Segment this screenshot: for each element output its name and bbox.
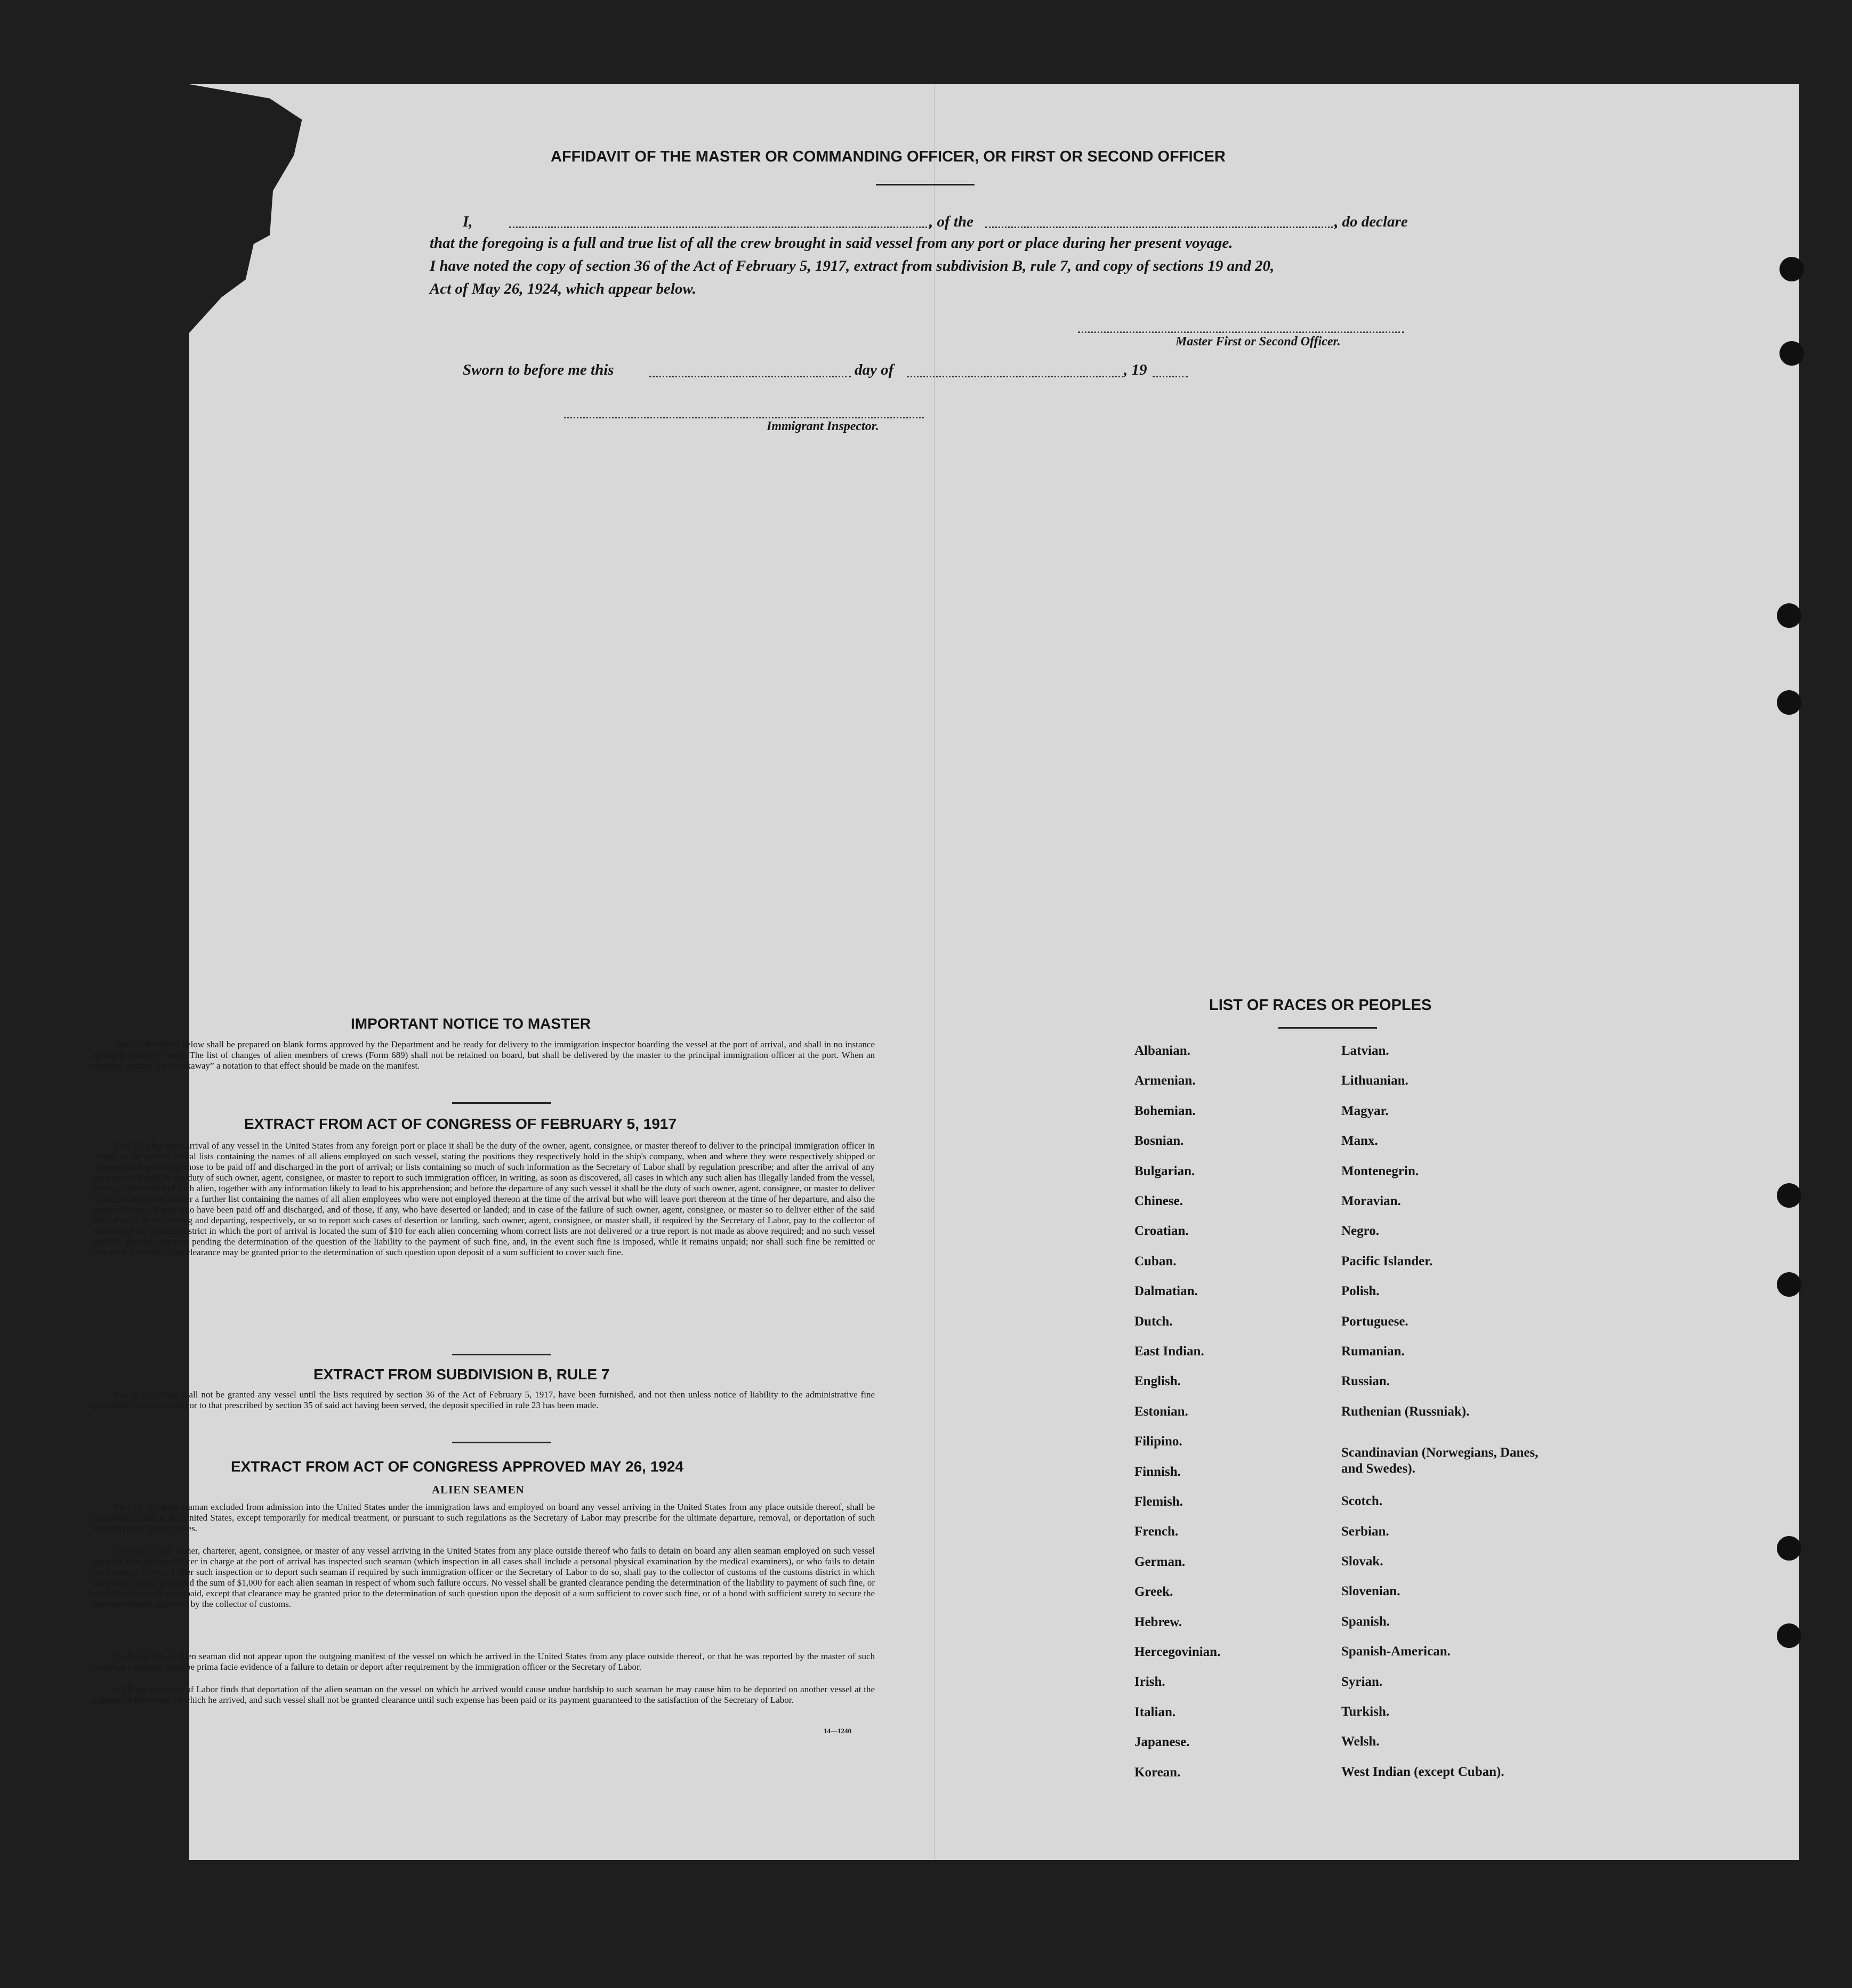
inspector-signature-field[interactable] bbox=[564, 417, 924, 418]
title-rule bbox=[876, 184, 975, 185]
section-20a-text: Sec. 20. (a) The owner, charterer, agent, consignee, or master of any vessel arriving in the United States from any place outside thereof who fails to detain on board any alien seaman employed on such vessel until the immigration officer in charge at the port of arrival has inspected such seaman (which inspection in all cases shall include a personal physical examination by the medical examiners), or who fails to detain such seaman on board after such inspection or to deport such seaman if required by such immigration officer or the Secretary of Labor to do so, shall pay to the collector of customs of the customs district in which the port of arrival is located the sum of $1,000 for each alien seaman in respect of whom such failure occurs. No vessel shall be granted clearance pending the determination of the liability to payment of such fine, or while the fine remains unpaid, except that clearance may be granted prior to the determination of such question upon the deposit of a sum sufficient to cover such fine, or of a bond with sufficient surety to secure the payment thereof approved by the collector of customs. bbox=[93, 1546, 875, 1609]
race-item: Scandinavian (Norwegians, Danes, and Swedes). bbox=[1341, 1445, 1539, 1476]
punch-hole bbox=[1777, 690, 1801, 715]
race-item: Japanese. bbox=[1134, 1735, 1190, 1750]
notice-title: IMPORTANT NOTICE TO MASTER bbox=[351, 1015, 591, 1032]
race-item: French. bbox=[1134, 1524, 1179, 1539]
notice-text: The list described below shall be prepared on blank forms approved by the Department and be ready for delivery to the immigration inspector boarding the vessel at the port of arrival, and shall in no instance be taken from the vessel. The list of changes of alien members of crews (Form 689) shall not be retained on board, but shall be delivered by the master to the principal immigration officer at the port. When an arriving seaman is a “workaway” a notation to that effect should be made on the manifest. bbox=[93, 1039, 875, 1071]
vessel-name-field[interactable] bbox=[985, 227, 1337, 228]
race-item: German. bbox=[1134, 1554, 1186, 1569]
master-signature-caption: Master First or Second Officer. bbox=[1175, 335, 1341, 349]
race-item: Cuban. bbox=[1134, 1254, 1177, 1268]
race-item: Bulgarian. bbox=[1134, 1163, 1195, 1178]
race-item: Montenegrin. bbox=[1341, 1163, 1419, 1178]
declaration-line-3: I have noted the copy of section 36 of the Act of February 5, 1917, extract from subdivision B, rule 7, and copy of sections 19 and 20, bbox=[430, 257, 1275, 274]
form-number: 14—1240 bbox=[824, 1727, 851, 1735]
section-20c-text: (c) If the Secretary of Labor finds that deportation of the alien seaman on the vessel on which he arrived would cause undue hardship to such seaman he may cause him to be deported on another vessel at the expense of the vessel on which he arrived, and such vessel shall not be granted clearance until such expense has been paid or its payment guaranteed to the satisfaction of the Secretary of Labor. bbox=[93, 1684, 875, 1705]
race-item: Albanian. bbox=[1134, 1044, 1190, 1058]
year-label: , 19 bbox=[1124, 361, 1147, 378]
race-item: Ruthenian (Russniak). bbox=[1341, 1404, 1470, 1419]
race-item: Estonian. bbox=[1134, 1404, 1188, 1419]
punch-hole bbox=[1777, 1272, 1801, 1297]
race-item: Italian. bbox=[1134, 1704, 1176, 1719]
race-item: Portuguese. bbox=[1341, 1314, 1408, 1329]
race-item: Serbian. bbox=[1341, 1524, 1389, 1539]
punch-hole bbox=[1779, 341, 1804, 366]
race-item: Rumanian. bbox=[1341, 1344, 1405, 1359]
race-item: Moravian. bbox=[1341, 1194, 1401, 1208]
race-item: English. bbox=[1134, 1374, 1181, 1389]
race-item: Negro. bbox=[1341, 1224, 1380, 1239]
section-20b-text: (b) Proof that an alien seaman did not appear upon the outgoing manifest of the vessel on which he arrived in the United States from any place outside thereof, or that he was reported by the master of such vessel as a deserter, shall be prima facie evidence of a failure to detain or deport after requirement by the immigration officer or the Secretary of Labor. bbox=[93, 1651, 875, 1672]
section-19-text: Sec. 19. No alien seaman excluded from admission into the United States under the immigration laws and employed on board any vessel arriving in the United States from any place outside thereof, shall be permitted to land in the United States, except temporarily for medical treatment, or pursuant to such regulations as the Secretary of Labor may prescribe for the ultimate departure, removal, or deportation of such alien from the United States. bbox=[93, 1502, 875, 1533]
race-item: Hercegovinian. bbox=[1134, 1645, 1221, 1659]
race-item: Polish. bbox=[1341, 1284, 1380, 1299]
race-item: Armenian. bbox=[1134, 1073, 1196, 1088]
race-item: Croatian. bbox=[1134, 1224, 1189, 1239]
races-title: LIST OF RACES OR PEOPLES bbox=[1209, 997, 1432, 1014]
sworn-label: Sworn to before me this bbox=[463, 361, 614, 378]
race-item: West Indian (except Cuban). bbox=[1341, 1764, 1504, 1779]
extract-1917-title: EXTRACT FROM ACT OF CONGRESS OF FEBRUARY 5, 1917 bbox=[244, 1116, 677, 1132]
race-item: Bohemian. bbox=[1134, 1103, 1196, 1118]
race-item: Dalmatian. bbox=[1134, 1284, 1198, 1299]
race-item: Slovak. bbox=[1341, 1554, 1383, 1569]
race-item: Bosnian. bbox=[1134, 1134, 1184, 1149]
race-item: Scotch. bbox=[1341, 1494, 1383, 1509]
punch-hole bbox=[1777, 1536, 1801, 1561]
race-item: Syrian. bbox=[1341, 1674, 1383, 1689]
race-item: Latvian. bbox=[1341, 1044, 1389, 1058]
race-item: Spanish. bbox=[1341, 1614, 1390, 1629]
race-item: Lithuanian. bbox=[1341, 1073, 1408, 1088]
punch-hole bbox=[1777, 603, 1801, 628]
race-item: Pacific Islander. bbox=[1341, 1254, 1433, 1268]
master-signature-field[interactable] bbox=[1078, 332, 1404, 333]
affidavit-title: AFFIDAVIT OF THE MASTER OR COMMANDING OFFICER, OR FIRST OR SECOND OFFICER bbox=[551, 148, 1226, 165]
section-rule bbox=[452, 1442, 551, 1443]
declaration-line-2: that the foregoing is a full and true list of all the crew brought in said vessel from any port or place during her present voyage. bbox=[430, 235, 1233, 252]
declaration-line-4: Act of May 26, 1924, which appear below. bbox=[430, 280, 696, 297]
sworn-day-field[interactable] bbox=[649, 376, 851, 377]
extract-1924-title: EXTRACT FROM ACT OF CONGRESS APPROVED MAY 26, 1924 bbox=[231, 1458, 683, 1475]
race-item: Flemish. bbox=[1134, 1494, 1183, 1509]
race-item: Manx. bbox=[1341, 1134, 1378, 1149]
race-item: Dutch. bbox=[1134, 1314, 1173, 1329]
race-item: Spanish-American. bbox=[1341, 1644, 1451, 1659]
race-item: Finnish. bbox=[1134, 1464, 1181, 1479]
race-item: Chinese. bbox=[1134, 1194, 1183, 1208]
sworn-month-field[interactable] bbox=[907, 376, 1123, 377]
inspector-caption: Immigrant Inspector. bbox=[767, 419, 879, 433]
race-item: Korean. bbox=[1134, 1765, 1181, 1780]
race-item: Magyar. bbox=[1341, 1103, 1389, 1118]
race-item: Irish. bbox=[1134, 1675, 1165, 1690]
declarant-name-field[interactable] bbox=[509, 227, 930, 228]
day-of-label: day of bbox=[855, 361, 894, 378]
of-the-label: , of the bbox=[929, 213, 973, 230]
race-item: Greek. bbox=[1134, 1585, 1173, 1599]
race-item: Welsh. bbox=[1341, 1734, 1380, 1749]
sworn-year-field[interactable] bbox=[1153, 376, 1188, 377]
race-item: Slovenian. bbox=[1341, 1584, 1400, 1599]
section-rule bbox=[452, 1354, 551, 1355]
punch-hole bbox=[1777, 1183, 1801, 1208]
rule-7-title: EXTRACT FROM SUBDIVISION B, RULE 7 bbox=[313, 1366, 610, 1383]
fold-line bbox=[934, 84, 935, 1860]
declarant-label: I, bbox=[463, 213, 473, 230]
races-title-rule bbox=[1278, 1027, 1377, 1029]
alien-seamen-subtitle: ALIEN SEAMEN bbox=[432, 1483, 525, 1496]
race-item: Filipino. bbox=[1134, 1434, 1182, 1449]
section-36-text: Sec. 36. That upon arrival of any vessel in the United States from any foreign port or place it shall be the duty of the owner, agent, consignee, or master thereof to deliver to the principal immigration officer in charge of the port of arrival lists containing the names of all aliens employed on such vessel, stating the positions they respectively hold in the ship's company, when and where they were respectively shipped or engaged, and specifying those to be paid off and discharged in the port of arrival; or lists containing so much of such information as the Secretary of Labor shall by regulation prescribe; and after the arrival of any such vessel it shall be the duty of such owner, agent, consignee, or master to report to such immigration officer, in writing, as soon as discovered, all cases in which any such alien has illegally landed from the vessel, giving a description of such alien, together with any information likely to lead to his apprehension; and before the departure of any such vessel it shall be the duty of such owner, agent, consignee, or master to deliver to such immigration officer a further list containing the names of all alien employees who were not employed thereon at the time of the arrival but who will leave port thereon at the time of her departure, and also the names of those, if any, who have been paid off and discharged, and of those, if any, who have deserted or landed; and in case of the failure of such owner, agent, consignee, or master so to deliver either of the said lists of such aliens arriving and departing, respectively, or so to report such cases of desertion or landing, such owner, agent, consignee, or master shall, if required by the Secretary of Labor, pay to the collector of customs of the customs district in which the port of arrival is located the sum of $10 for each alien concerning whom correct lists are not delivered or a true report is not made as above required; and no such vessel shall be granted clearance pending the determination of the question of the liability to the payment of such fine, and, in the event such fine is imposed, while it remains unpaid; nor shall such fine be remitted or refunded: Provided, That clearance may be granted prior to the determination of such question upon deposit of a sum sufficient to cover such fine. bbox=[93, 1141, 875, 1257]
punch-hole bbox=[1779, 257, 1804, 281]
paragraph-6-text: Par. 6. Clearance shall not be granted any vessel until the lists required by section 36 of the Act of February 5, 1917, have been furnished, and not then unless notice of liability to the administrative fine prescribed by said section or to that prescribed by section 35 of said act having been served, the deposit specified in rule 23 has been made. bbox=[93, 1389, 875, 1410]
section-rule bbox=[452, 1102, 551, 1104]
race-item: Hebrew. bbox=[1134, 1614, 1182, 1629]
race-item: East Indian. bbox=[1134, 1344, 1204, 1359]
do-declare-label: , do declare bbox=[1334, 213, 1408, 230]
race-item: Russian. bbox=[1341, 1374, 1390, 1389]
race-item: Turkish. bbox=[1341, 1704, 1390, 1719]
punch-hole bbox=[1777, 1623, 1801, 1648]
